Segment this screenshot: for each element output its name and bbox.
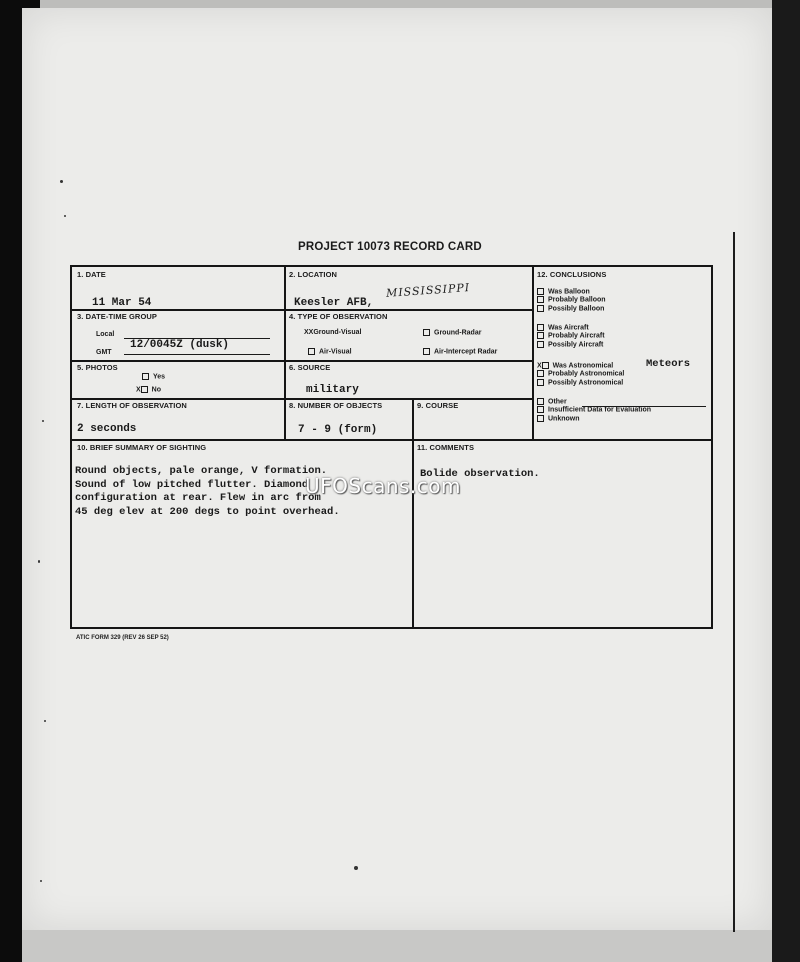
course-label: 9. COURSE xyxy=(417,401,459,410)
divider xyxy=(532,267,534,439)
conclusions-astronomical: X Was Astronomical Probably Astronomical Possibly Astronomical xyxy=(537,362,625,387)
comments-label: 11. COMMENTS xyxy=(417,443,475,452)
location-label: 2. LOCATION xyxy=(289,270,338,279)
scan-speck xyxy=(44,720,46,722)
divider xyxy=(72,309,532,311)
conclusions-label: 12. CONCLUSIONS xyxy=(537,270,607,279)
scan-speck xyxy=(60,180,63,183)
length-value: 2 seconds xyxy=(77,423,137,435)
scan-border-bottom xyxy=(22,930,772,962)
length-label: 7. LENGTH OF OBSERVATION xyxy=(77,401,187,410)
type-air-intercept-radar: Air-Intercept Radar xyxy=(423,348,497,355)
summary-line: 45 deg elev at 200 degs to point overhead. xyxy=(75,505,340,518)
scan-speck xyxy=(40,880,42,882)
divider xyxy=(72,439,711,441)
dtg-label: 3. DATE-TIME GROUP xyxy=(77,312,157,321)
summary-label: 10. BRIEF SUMMARY OF SIGHTING xyxy=(77,443,207,452)
objects-label: 8. NUMBER OF OBJECTS xyxy=(289,401,383,410)
scan-edge-line xyxy=(733,232,735,932)
conclusions-other: Other Insufficient Data for Evaluation Unknown xyxy=(537,398,651,423)
type-air-visual: Air-Visual xyxy=(308,348,352,355)
dtg-gmt-label: GMT xyxy=(96,349,112,356)
date-value: 11 Mar 54 xyxy=(92,297,152,309)
location-value: Keesler AFB, xyxy=(294,297,374,309)
card-title: PROJECT 10073 RECORD CARD xyxy=(298,241,482,253)
source-label: 6. SOURCE xyxy=(289,363,331,372)
date-label: 1. DATE xyxy=(77,270,106,279)
dtg-gmt-value: 12/0045Z (dusk) xyxy=(130,339,230,351)
divider xyxy=(72,360,532,362)
location-handwritten: MISSISSIPPI xyxy=(385,281,471,300)
divider xyxy=(284,398,286,439)
photos-label: 5. PHOTOS xyxy=(77,363,118,372)
source-value: military xyxy=(306,384,359,396)
scan-speck xyxy=(42,420,44,422)
divider xyxy=(412,398,414,629)
underline xyxy=(124,354,270,355)
summary-line: Sound of low pitched flutter. Diamond xyxy=(75,478,309,491)
type-ground-visual: XXGround-Visual xyxy=(304,329,362,336)
divider xyxy=(284,267,286,398)
dtg-local-label: Local xyxy=(96,331,115,338)
form-number: ATIC FORM 329 (REV 26 SEP 52) xyxy=(76,635,169,641)
underline xyxy=(582,406,706,407)
summary-text xyxy=(75,465,340,519)
type-label: 4. TYPE OF OBSERVATION xyxy=(289,312,388,321)
record-card xyxy=(70,265,713,629)
scan-speck xyxy=(64,215,66,217)
objects-value: 7 - 9 (form) xyxy=(298,424,378,436)
divider xyxy=(72,398,532,400)
astronomical-note: Meteors xyxy=(646,358,691,370)
photos-yes: Yes xyxy=(142,373,165,380)
summary-line: Round objects, pale orange, V formation. xyxy=(75,465,328,477)
conclusions-aircraft: Was Aircraft Probably Aircraft Possibly Aircraft xyxy=(537,324,605,349)
type-ground-radar: Ground-Radar xyxy=(423,329,481,336)
scan-speck xyxy=(354,866,358,870)
conclusions-balloon: Was Balloon Probably Balloon Possibly Balloon xyxy=(537,288,606,313)
watermark: UFOScans.com xyxy=(305,474,461,498)
comments-value: Bolide observation. xyxy=(420,468,540,480)
scan-speck xyxy=(38,560,40,563)
summary-line: configuration at rear. Flew in arc from xyxy=(75,492,321,504)
photos-no: X No xyxy=(136,386,162,394)
scan-border-right xyxy=(772,0,800,962)
